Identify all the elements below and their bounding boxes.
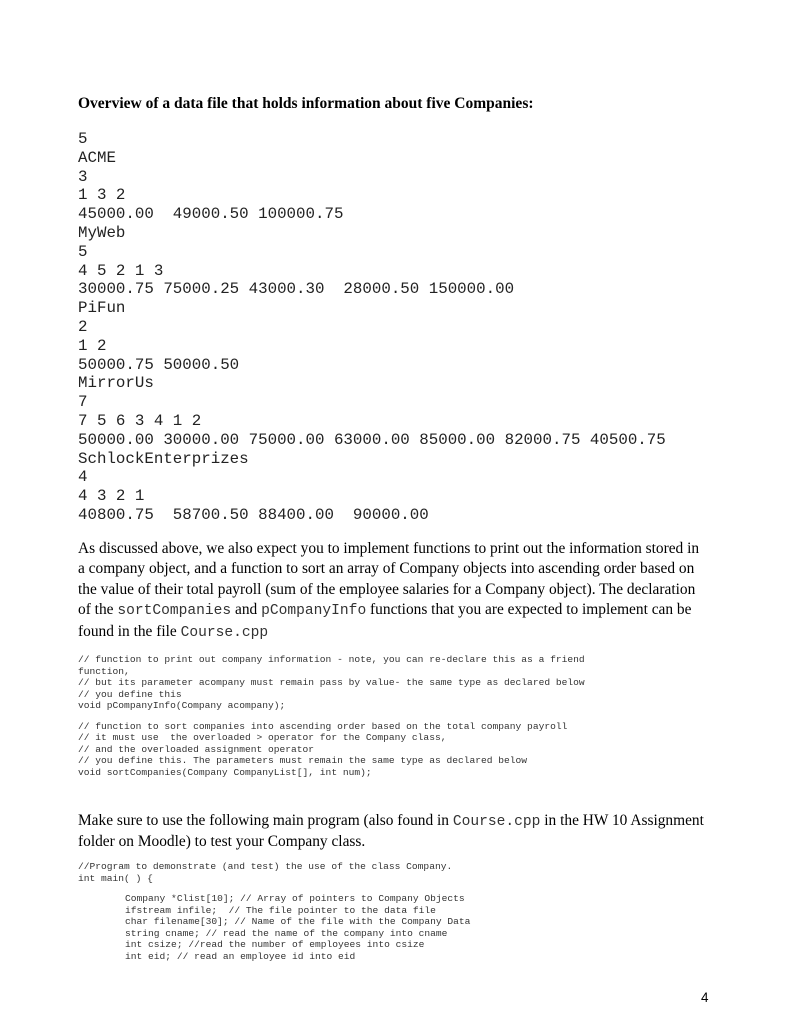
data-file-listing — [78, 130, 666, 525]
data-file-line: 40800.75 58700.50 88400.00 90000.00 — [78, 505, 429, 524]
paragraph-text: functions that you are expected to implement can be found in the file — [78, 601, 692, 640]
data-file-line: SchlockEnterprizes — [78, 449, 249, 468]
implementation-paragraph — [78, 539, 708, 643]
paragraph-text: in the HW 10 Assignment folder on Moodle) to test your Company class. — [78, 812, 704, 851]
data-file-line: MyWeb — [78, 223, 126, 242]
data-file-line: 1 2 — [78, 336, 107, 355]
data-file-line: 4 5 2 1 3 — [78, 261, 164, 280]
code-line: function, — [78, 665, 130, 677]
data-file-line: 5 — [78, 130, 88, 148]
paragraph-text: and — [231, 601, 262, 619]
code-line: // but its parameter acompany must remain pass by value- the same type as declared below — [78, 677, 585, 688]
data-file-line: 1 3 2 — [78, 186, 126, 205]
main-program-paragraph — [78, 811, 708, 853]
data-file-line: 7 — [78, 393, 88, 412]
section-heading: Overview of a data file that holds information about five Companies: — [78, 95, 534, 112]
data-file-line: 30000.75 75000.25 43000.30 28000.50 150000.00 — [78, 280, 515, 299]
code-line: int main( ) { — [78, 872, 153, 884]
data-file-line: MirrorUs — [78, 374, 154, 393]
function-declarations-code — [78, 654, 585, 778]
data-file-line: 5 — [78, 242, 88, 261]
data-file-line: 2 — [78, 317, 88, 336]
code-line: //Program to demonstrate (and test) the use of the class Company. — [78, 861, 453, 872]
data-file-line: ACME — [78, 148, 116, 167]
code-line: int csize; //read the number of employees into csize — [125, 939, 425, 950]
code-line: Company *Clist[10]; // Array of pointers to Company Objects — [125, 893, 465, 904]
code-line: char filename[30]; // Name of the file with the Company Data — [125, 916, 471, 927]
data-file-line: PiFun — [78, 299, 126, 318]
inline-code-pcompanyinfo: pCompanyInfo — [261, 603, 367, 620]
code-line: // function to sort companies into ascending order based on the total company payroll — [78, 720, 568, 732]
code-line: // function to print out company information - note, you can re-declare this as a friend — [78, 654, 585, 665]
data-file-line: 4 — [78, 468, 88, 487]
page-number: 4 — [701, 990, 709, 1005]
data-file-line: 3 — [78, 167, 88, 186]
data-file-line: 50000.75 50000.50 — [78, 355, 240, 374]
inline-code-filename: Course.cpp — [452, 814, 541, 830]
data-file-line: 7 5 6 3 4 1 2 — [78, 411, 202, 430]
code-line: ifstream infile; // The file pointer to the data file — [125, 904, 436, 916]
code-line: // it must use the overloaded > operator for the Company class, — [78, 732, 447, 743]
data-file-line: 45000.00 49000.50 100000.75 — [78, 205, 344, 224]
data-file-line: 50000.00 30000.00 75000.00 63000.00 85000.00 82000.75 40500.75 — [78, 430, 666, 449]
code-line: void pCompanyInfo(Company acompany); — [78, 700, 286, 711]
code-line: int eid; // read an employee id into eid — [125, 950, 356, 962]
inline-code-filename: Course.cpp — [180, 624, 269, 641]
inline-code-sortcompanies: sortCompanies — [117, 603, 232, 620]
main-program-code — [78, 861, 470, 962]
code-line: // and the overloaded assignment operator — [78, 743, 315, 755]
code-line-blank — [78, 712, 585, 721]
data-file-line: 4 3 2 1 — [78, 487, 145, 506]
paragraph-text: Make sure to use the following main program (also found in — [78, 812, 453, 829]
code-line: void sortCompanies(Company CompanyList[], int num); — [78, 766, 372, 778]
code-line: // you define this — [78, 688, 182, 700]
paragraph-text: As discussed above, we also expect you to implement functions to print out the information stored in a company object, and a function to sort an array of Company objects into ascending order based on the value of their total payroll (sum of the employee salaries for a Company object). The declaration of the — [78, 540, 700, 619]
code-line: string cname; // read the name of the company into cname — [125, 927, 448, 939]
code-line-blank — [78, 884, 470, 893]
code-line: // you define this. The parameters must remain the same type as declared below — [78, 755, 528, 766]
